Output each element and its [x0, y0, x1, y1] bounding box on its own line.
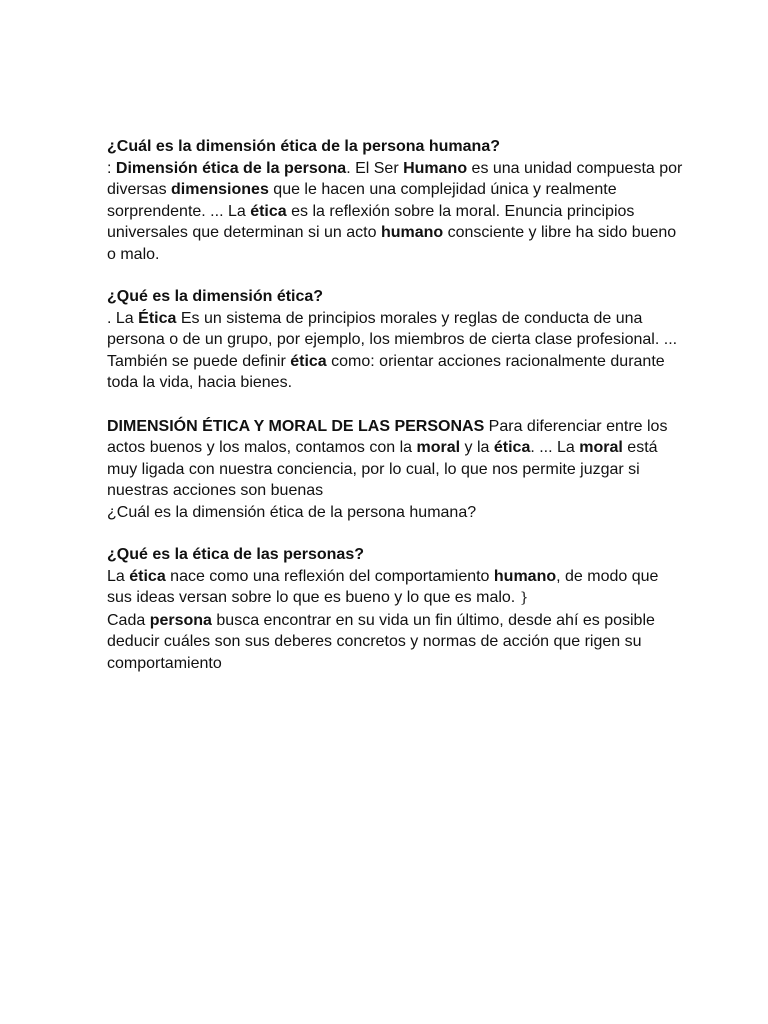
stray-brace-glyph: }	[519, 590, 529, 606]
text-run: ¿Cuál es la dimensión ética de la persona humana?	[107, 503, 477, 521]
bold-run: Ética	[138, 309, 177, 327]
answer-paragraph-2	[107, 308, 687, 394]
question-heading-1: ¿Cuál es la dimensión ética de la persona humana?	[107, 138, 500, 155]
bold-run: dimensiones	[171, 181, 269, 198]
bold-run: ética	[493, 439, 531, 456]
answer-paragraph-1	[107, 158, 687, 266]
bold-run: ética	[290, 352, 327, 370]
bold-run: humano	[493, 567, 557, 585]
text-run: que le hacen una complejidad única y realmente sorprendente. ... La	[107, 181, 617, 220]
question-heading-4: ¿Qué es la ética de las personas?	[107, 546, 364, 563]
text-run: y la	[460, 439, 494, 456]
text-run: como: orientar acciones racionalmente durante toda la vida, hacia bienes.	[107, 352, 665, 391]
text-run: Es un sistema de principios morales y reglas de conducta de una persona o de un grupo, por ejemplo, los miembros de cierta clase profesional. ... También se puede definir	[107, 309, 678, 370]
text-run: Para diferenciar entre los actos buenos y los malos, contamos con la	[107, 417, 668, 456]
section-heading: DIMENSIÓN ÉTICA Y MORAL DE LAS PERSONAS	[107, 417, 485, 435]
bold-run: ética	[129, 567, 166, 585]
answer-paragraph-3	[107, 416, 687, 524]
text-run: . ... La	[530, 439, 580, 456]
bold-run: Humano	[403, 159, 468, 177]
bold-run: persona	[149, 611, 212, 629]
text-run: . El Ser	[346, 159, 404, 177]
text-run: La	[107, 567, 130, 585]
bold-run: humano	[380, 224, 444, 241]
bold-run: ética	[250, 202, 287, 220]
text-run: , de modo que sus ideas versan sobre lo que es bueno y lo que es malo.	[107, 567, 659, 606]
text-run: Cada	[107, 611, 150, 629]
bold-run: Dimensión ética de la persona	[115, 159, 347, 177]
document-body	[107, 136, 687, 674]
text-run: :	[107, 159, 116, 177]
question-heading-2: ¿Qué es la dimensión ética?	[107, 288, 324, 305]
bold-run: moral	[416, 439, 461, 456]
text-run: es una unidad compuesta por diversas	[107, 159, 683, 198]
text-run: es la reflexión sobre la moral. Enuncia principios universales que determinan si un acto	[107, 202, 635, 241]
text-run: consciente y libre ha sido bueno o malo.	[107, 224, 677, 263]
text-run: . La	[107, 309, 139, 327]
bold-run: moral	[579, 439, 623, 456]
answer-paragraph-4	[107, 566, 687, 675]
text-run: está muy ligada con nuestra conciencia, por lo cual, lo que nos permite juzgar si nuestras acciones son buenas	[107, 439, 658, 499]
text-run: busca encontrar en su vida un fin último, desde ahí es posible deducir cuáles son sus deberes concretos y normas de acción que rigen su comportamiento	[107, 611, 655, 672]
text-run: nace como una reflexión del comportamiento	[165, 567, 494, 585]
